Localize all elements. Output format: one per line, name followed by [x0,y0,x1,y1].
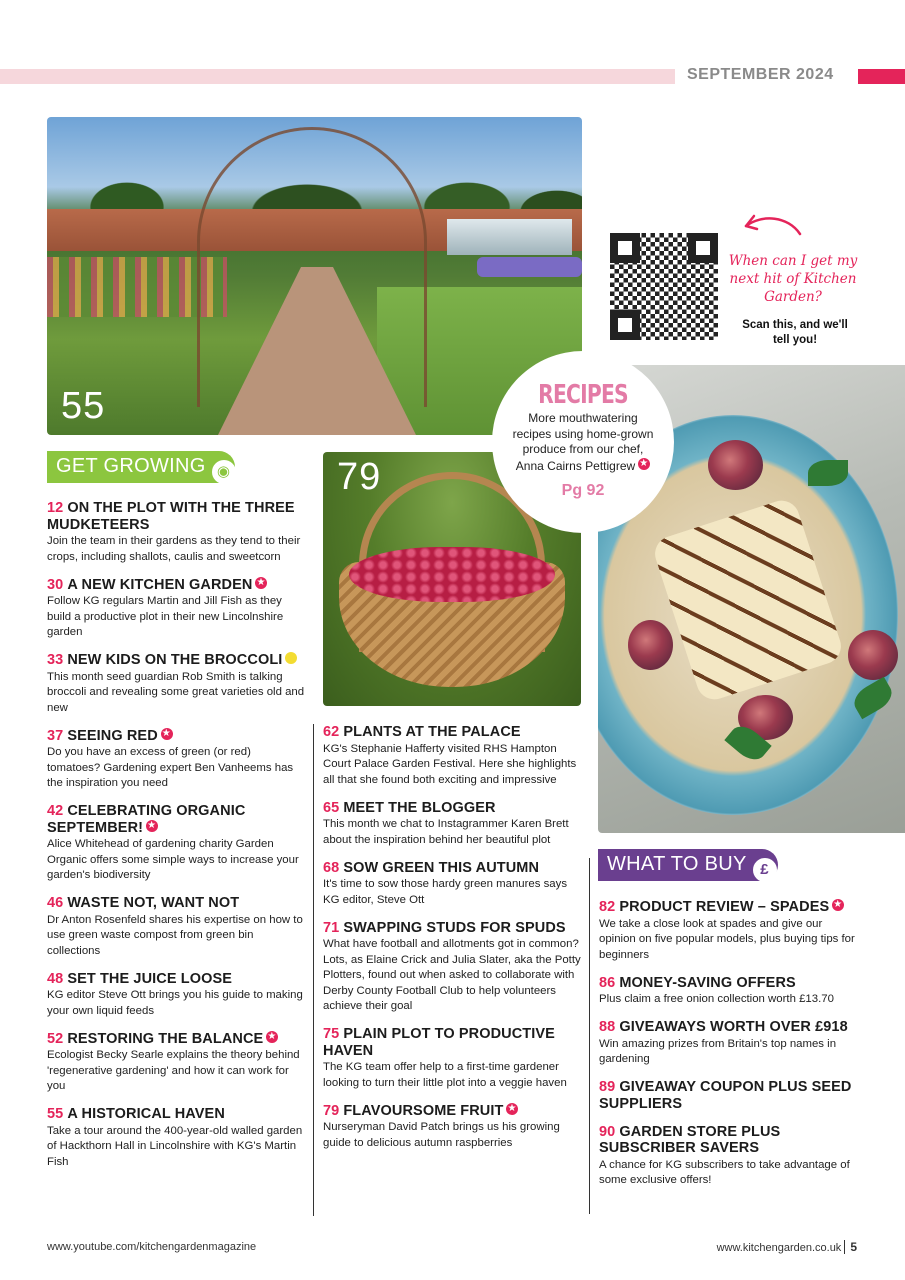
article-heading [47,1106,307,1123]
article-heading [47,803,307,836]
article-title: MONEY-SAVING OFFERS [619,974,796,991]
article-entry[interactable] [599,899,862,963]
footer-page-number: 5 [844,1240,857,1254]
article-summary: We take a close look at spades and give our opinion on five popular models, plus buying tips for beginners [599,917,855,961]
article-title: NEW KIDS ON THE BROCCOLI [67,652,283,668]
recipes-title: RECIPES [538,380,628,410]
recipes-callout[interactable] [492,351,674,533]
article-heading [323,920,585,937]
article-entry[interactable] [599,1019,862,1068]
article-title: GARDEN STORE PLUS SUBSCRIBER SAVERS [599,1123,781,1156]
footer-website-link[interactable]: www.kitchengarden.co.uk [716,1242,842,1254]
article-page: 65 [323,799,340,816]
article-heading [599,975,862,992]
article-entry[interactable] [47,895,307,959]
organic-star-icon [506,1103,518,1115]
article-title: GIVEAWAY COUPON PLUS SEED SUPPLIERS [599,1079,852,1112]
get-growing-banner [47,451,235,483]
article-summary: Take a tour around the 400-year-old walled garden of Hackthorn Hall in Lincolnshire with KG's Martin Fish [47,1124,303,1168]
article-page: 52 [47,1030,64,1047]
organic-star-icon [638,458,650,470]
article-heading [323,800,585,817]
curved-arrow-icon [740,210,804,240]
article-title: WASTE NOT, WANT NOT [67,895,240,911]
what-to-buy-list [599,899,862,1200]
article-page: 33 [47,652,64,668]
article-heading [47,500,307,533]
article-page: 62 [323,724,340,740]
article-heading [47,728,307,745]
article-entry[interactable] [323,1026,585,1091]
article-page: 75 [323,1026,340,1042]
article-entry[interactable] [323,1103,585,1152]
footer-youtube-link[interactable]: www.youtube.com/kitchengardenmagazine [47,1241,257,1253]
lavender-bed [477,257,582,277]
article-title: FLAVOURSOME FRUIT [343,1102,504,1119]
what-to-buy-label: WHAT TO BUY [607,853,747,875]
article-page: 88 [599,1019,616,1035]
article-page: 71 [323,919,340,936]
seed-icon: ◉ [212,460,236,484]
header-tab [858,69,905,84]
article-title: SOW GREEN THIS AUTUMN [343,859,540,876]
metal-arch [197,127,427,407]
article-summary: A chance for KG subscribers to take advantage of some exclusive offers! [599,1158,850,1186]
article-summary: Plus claim a free onion collection worth £13.70 [599,993,834,1005]
article-page: 90 [599,1123,616,1140]
article-summary: Nurseryman David Patch brings us his growing guide to delicious autumn raspberries [323,1121,560,1149]
article-entry[interactable] [599,1124,862,1189]
footer-right [717,1240,857,1254]
article-entry[interactable] [47,1106,307,1170]
article-entry[interactable] [323,860,585,909]
article-entry[interactable] [599,975,862,1008]
get-growing-label: GET GROWING [56,455,206,477]
article-title: ON THE PLOT WITH THE THREE MUDKETEERS [47,500,295,533]
article-heading [323,1026,585,1059]
fig [848,630,898,680]
fig [628,620,673,670]
article-entry[interactable] [323,800,585,849]
article-heading [323,724,585,741]
article-title: A HISTORICAL HAVEN [67,1106,225,1122]
article-entry[interactable] [323,920,585,1015]
what-to-buy-banner [598,849,778,881]
article-page: 12 [47,500,64,516]
article-entry[interactable] [47,1031,307,1095]
article-summary: Join the team in their gardens as they tend to their crops, including shallots, caulis and sweetcorn [47,535,301,563]
organic-star-icon [255,577,267,589]
article-entry[interactable] [599,1079,862,1112]
seed-packet-icon [285,652,297,664]
article-summary: Win amazing prizes from Britain's top names in gardening [599,1037,837,1065]
article-entry[interactable] [47,971,307,1020]
article-entry[interactable] [47,577,307,641]
article-page: 82 [599,899,616,915]
article-summary: Ecologist Becky Searle explains the theory behind 'regenerative gardening' and how it can work for you [47,1049,300,1092]
article-title: SWAPPING STUDS FOR SPUDS [343,919,566,936]
get-growing-list [47,500,307,1182]
qr-code[interactable] [610,233,718,340]
article-page: 37 [47,727,64,744]
article-page: 46 [47,895,64,911]
article-heading [47,895,307,912]
walled-garden-photo[interactable] [47,117,582,435]
article-summary: The KG team offer help to a first-time gardener looking to turn their little plot into a veggie haven [323,1061,567,1089]
article-page: 68 [323,859,340,876]
article-summary: KG's Stephanie Hafferty visited RHS Hampton Court Palace Garden Festival. Here she highlights all that she found both exciting and impressive [323,742,577,786]
header-band [0,69,675,84]
garden-photo-page-number: 55 [61,385,106,427]
article-heading [599,1019,862,1036]
article-title: MEET THE BLOGGER [343,799,496,816]
article-page: 30 [47,576,64,593]
article-summary: What have football and allotments got in common? Lots, as Elaine Crick and Julia Slater, aka the Potty Plotters, found out when asked to collaborate with Derby County Football Club to help volunteers achieve their goal [323,938,581,1012]
article-page: 42 [47,803,64,819]
article-heading [47,577,307,594]
article-heading [599,899,862,916]
article-title: GIVEAWAYS WORTH OVER £918 [619,1019,848,1035]
article-entry[interactable] [323,724,585,788]
article-page: 89 [599,1079,616,1095]
glasshouse [447,219,572,255]
raspberry-photo-page-number: 79 [337,456,382,498]
article-entry[interactable] [47,500,307,565]
article-heading [323,1103,585,1120]
article-summary: Alice Whitehead of gardening charity Garden Organic offers some simple ways to increase your garden's biodiversity [47,838,299,881]
pound-coin-icon: £ [753,858,777,882]
article-summary: This month we chat to Instagrammer Karen Brett about the inspiration behind her beautiful plot [323,818,569,846]
article-title: A NEW KITCHEN GARDEN [67,576,253,593]
article-entry[interactable] [47,652,307,716]
raspberries [349,547,555,602]
qr-prompt: When can I get my next hit of Kitchen Garden? [728,253,858,305]
article-summary: Dr Anton Rosenfeld shares his expertise on how to use green waste compost from green bin collections [47,913,303,957]
organic-star-icon [266,1031,278,1043]
article-entry[interactable] [47,728,307,792]
article-page: 86 [599,974,616,991]
article-heading [47,652,307,669]
fig [708,440,763,490]
article-heading [47,1031,307,1048]
recipes-page: Pg 92 [561,482,605,499]
organic-star-icon [161,728,173,740]
article-heading [47,971,307,988]
article-summary: KG editor Steve Ott brings you his guide to making your own liquid feeds [47,989,303,1017]
article-summary: Follow KG regulars Martin and Jill Fish as they build a productive plot in their new Lincolnshire garden [47,595,284,638]
article-heading [599,1124,862,1157]
article-title: CELEBRATING ORGANIC SEPTEMBER! [47,803,246,836]
article-title: RESTORING THE BALANCE [67,1030,264,1047]
qr-scan-text: Scan this, and we'll tell you! [742,319,848,346]
mint-leaf [808,460,848,486]
article-summary: This month seed guardian Rob Smith is talking broccoli and revealing some great varieties old and new [47,670,305,714]
recipes-description: More mouthwatering recipes using home-grown produce from our chef, Anna Cairns Pettigrew★ [508,411,658,474]
organic-star-icon [832,899,844,911]
article-title: PLAIN PLOT TO PRODUCTIVE HAVEN [323,1026,555,1059]
article-page: 48 [47,970,64,987]
article-title: PRODUCT REVIEW – SPADES [619,899,830,915]
article-heading [599,1079,862,1112]
article-title: SEEING RED [67,727,158,744]
article-title: SET THE JUICE LOOSE [67,970,232,987]
article-summary: Do you have an excess of green (or red) tomatoes? Gardening expert Ben Vanheems has the inspiration you need [47,746,294,789]
organic-star-icon [146,820,158,832]
article-title: PLANTS AT THE PALACE [343,724,521,740]
article-heading [323,860,585,877]
article-page: 55 [47,1106,64,1122]
article-page: 79 [323,1102,340,1119]
issue-date: SEPTEMBER 2024 [687,66,834,83]
feature-list [323,724,585,1163]
article-summary: It's time to sow those hardy green manures says KG editor, Steve Ott [323,878,568,906]
column-divider [589,858,590,1214]
column-divider [313,724,314,1216]
article-entry[interactable] [47,803,307,884]
